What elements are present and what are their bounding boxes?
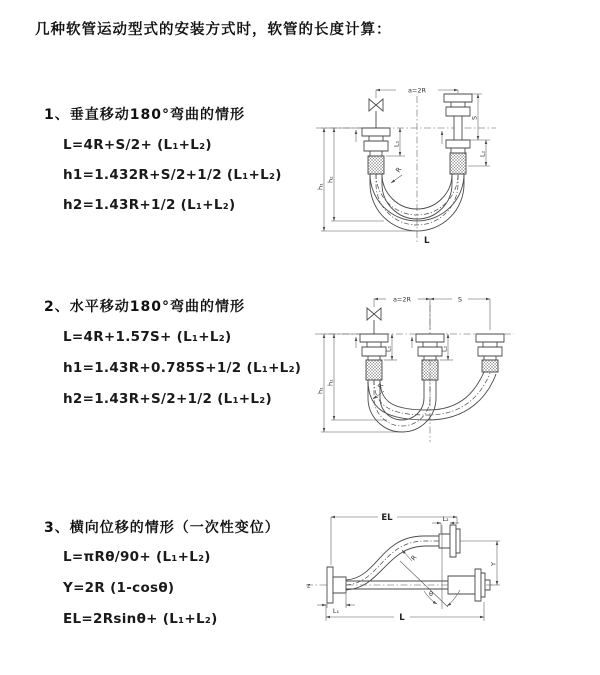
radius-leader bbox=[391, 175, 402, 183]
dim-label-s: S bbox=[470, 115, 479, 120]
section1-heading: 1、垂直移动180°弯曲的情形 bbox=[44, 107, 245, 123]
left-hose-fitting bbox=[360, 334, 388, 380]
right-hose-fitting bbox=[444, 94, 472, 174]
section3-formula-Y: Y=2R (1-cosθ) bbox=[63, 580, 175, 596]
section2-heading: 2、水平移动180°弯曲的情形 bbox=[44, 299, 245, 315]
dim-label-l2: L₂ bbox=[478, 150, 487, 157]
left-hose-fitting bbox=[362, 128, 390, 174]
diagram-vertical-180-bend bbox=[312, 76, 540, 248]
dim-label-l2: L₂ bbox=[440, 345, 449, 352]
dim-ext-top bbox=[374, 299, 490, 330]
hose-u-bend bbox=[368, 372, 496, 432]
dim-label-h2: h₂ bbox=[326, 379, 335, 386]
section3-heading: 3、横向位移的情形（一次性变位） bbox=[44, 520, 280, 536]
dim-label-a2r: a=2R bbox=[407, 86, 427, 95]
dim-label-h1: h₁ bbox=[316, 387, 325, 394]
valve-icon bbox=[369, 99, 383, 111]
hose-displaced-position bbox=[346, 536, 439, 590]
diagram-lateral-displacement bbox=[298, 503, 598, 645]
section2-formula-h2: h2=1.43R+S/2+1/2 (L₁+L₂) bbox=[63, 391, 272, 407]
section1-formula-h1: h1=1.432R+S/2+1/2 (L₁+L₂) bbox=[63, 167, 282, 183]
section2-formula-h1: h1=1.43R+0.785S+1/2 (L₁+L₂) bbox=[63, 360, 302, 376]
braided-hose-section bbox=[368, 156, 384, 174]
dim-label-y: Y bbox=[489, 562, 498, 566]
valve-icon bbox=[367, 308, 381, 320]
diagram-horizontal-180-bend bbox=[312, 286, 540, 448]
dim-label-s: S bbox=[457, 295, 463, 304]
braided-hose-section bbox=[450, 153, 466, 174]
pipe-section bbox=[448, 576, 475, 594]
dim-label-l2: L₂ bbox=[442, 515, 449, 523]
dim-label-r: R bbox=[394, 165, 404, 175]
dim-label-h2: h₂ bbox=[326, 176, 335, 183]
dim-label-el: EL bbox=[381, 513, 393, 523]
dim-label-a2r: a=2R bbox=[392, 295, 412, 304]
dim-label-l: L bbox=[399, 613, 405, 623]
dim-label-h1: h₁ bbox=[316, 183, 325, 190]
section2-formula-L: L=4R+1.57S+ (L₁+L₂) bbox=[63, 329, 232, 345]
break-mark: z bbox=[307, 581, 311, 590]
section1-formula-L: L=4R+S/2+ (L₁+L₂) bbox=[63, 137, 212, 153]
dim-label-r: R bbox=[409, 553, 419, 563]
dim-label-l1: L₁ bbox=[332, 607, 340, 615]
dim-label-l: L bbox=[424, 236, 430, 246]
dim-label-theta: θ bbox=[429, 590, 433, 598]
radius-diagonal-line bbox=[400, 561, 448, 607]
right-hose-fitting bbox=[476, 334, 504, 372]
dim-label-l1: L₁ bbox=[384, 345, 393, 352]
middle-hose-fitting bbox=[416, 334, 444, 380]
radius-leader bbox=[373, 391, 384, 399]
page-title: 几种软管运动型式的安装方式时，软管的长度计算： bbox=[35, 22, 392, 38]
left-flange bbox=[327, 567, 346, 603]
dim-label-l1: L₁ bbox=[392, 140, 401, 147]
dim-label-r: R bbox=[376, 381, 386, 391]
section3-formula-L: L=πRθ/90+ (L₁+L₂) bbox=[63, 549, 211, 565]
section3-formula-EL: EL=2Rsinθ+ (L₁+L₂) bbox=[63, 611, 218, 627]
section1-formula-h2: h2=1.43R+1/2 (L₁+L₂) bbox=[63, 197, 236, 213]
